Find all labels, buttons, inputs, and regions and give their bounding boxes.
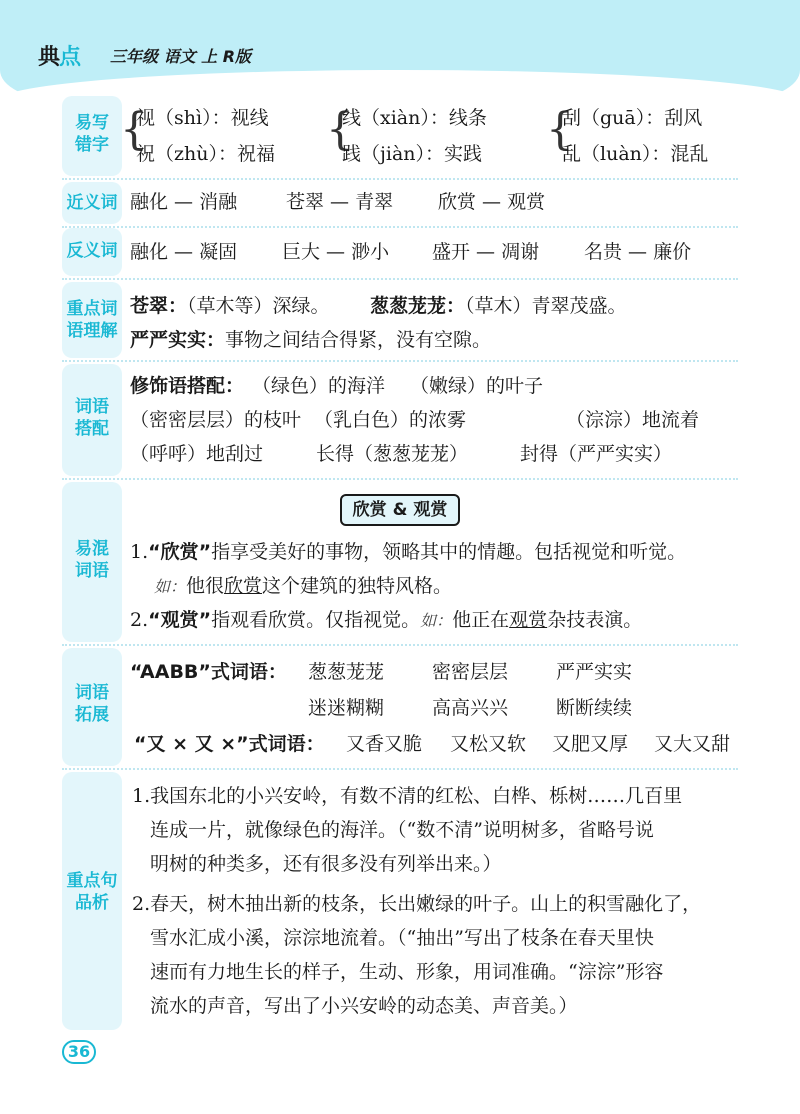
section-label-juzi: 重点句 品析: [66, 871, 118, 913]
dapei-r3-2: 长得（葱葱茏茏）: [316, 443, 469, 465]
separator: [62, 178, 738, 180]
yihun-example-1: 如：他很欣赏这个建筑的独特风格。: [154, 575, 453, 597]
separator: [62, 360, 738, 362]
juzi-p1-line-3: 明树的种类多，还有很多没有列举出来。）: [150, 853, 502, 875]
header-subtitle: 三年级 语文 上 R版: [110, 47, 252, 66]
fanyi-item-2: 巨大 — 渺小: [282, 241, 390, 263]
jinyi-item-2: 苍翠 — 青翠: [286, 191, 394, 213]
brace: {: [120, 104, 148, 155]
dapei-r2-2: （乳白色）的浓雾: [314, 409, 467, 431]
yixie-g3-a: 刮（guā）：刮风: [562, 107, 703, 129]
brace: {: [326, 104, 354, 155]
section-label-yihun: 易混 词语: [75, 539, 109, 581]
yixie-g2-a: 线（xiàn）：线条: [342, 107, 487, 129]
jinyi-item-3: 欣赏 — 观赏: [438, 191, 546, 213]
confusable-title: 欣赏 & 观赏: [340, 494, 460, 526]
yihun-line-1: 1.“欣赏”指享受美好的事物，领略其中的情趣。包括视觉和听觉。: [130, 541, 687, 563]
lijie-line-3: 严严实实：事物之间结合得紧，没有空隙。: [130, 329, 492, 351]
section-label-lijie: 重点词 语理解: [66, 299, 118, 341]
juzi-p2-line-2: 雪水汇成小溪，淙淙地流着。（“抽出”写出了枝条在春天里快: [150, 927, 654, 949]
separator: [62, 768, 738, 770]
fanyi-item-3: 盛开 — 凋谢: [432, 241, 540, 263]
separator: [62, 278, 738, 280]
dapei-r3-3: 封得（严严实实）: [520, 443, 673, 465]
dapei-r3-1: （呼呼）地刮过: [130, 443, 264, 465]
juzi-p2-line-1: 2.春天，树木抽出新的枝条，长出嫩绿的叶子。山上的积雪融化了，: [132, 893, 702, 915]
dapei-r2-3: （淙淙）地流着: [566, 409, 700, 431]
juzi-p1-line-2: 连成一片，就像绿色的海洋。（“数不清”说明树多，省略号说: [150, 819, 654, 841]
dapei-r2-1: （密密层层）的枝叶: [130, 409, 302, 431]
juzi-p2-line-4: 流水的声音，写出了小兴安岭的动态美、声音美。）: [150, 995, 578, 1017]
section-label-dapei: 词语 搭配: [75, 397, 109, 439]
aabb-title: “AABB”式词语：: [130, 661, 287, 683]
aabb-r2-3: 断断续续: [556, 697, 633, 719]
separator: [62, 644, 738, 646]
you-title: “又 × 又 ×”式词语：: [134, 733, 325, 755]
lijie-line-1: 苍翠：（草木等）深绿。: [130, 295, 330, 317]
aabb-r2-1: 迷迷糊糊: [308, 697, 385, 719]
aabb-r2-2: 高高兴兴: [432, 697, 509, 719]
brace: {: [546, 104, 574, 155]
page-number: 36: [62, 1040, 96, 1064]
you-item-4: 又大又甜: [654, 733, 731, 755]
dapei-r1-2: （嫩绿）的叶子: [410, 375, 544, 397]
yixie-g1-a: 视（shì）：视线: [136, 107, 269, 129]
you-item-1: 又香又脆: [346, 733, 423, 755]
yixie-g2-b: 践（jiàn）：实践: [342, 143, 483, 165]
aabb-r1-2: 密密层层: [432, 661, 509, 683]
fanyi-item-1: 融化 — 凝固: [130, 241, 238, 263]
section-label-yixie: 易写 错字: [75, 113, 109, 155]
section-label-jinyi: 近义词: [66, 193, 118, 213]
lijie-line-2: 葱葱茏茏：（草木）青翠茂盛。: [370, 295, 627, 317]
you-item-3: 又肥又厚: [552, 733, 629, 755]
book-logo: 典点: [38, 45, 81, 70]
fanyi-item-4: 名贵 — 廉价: [584, 241, 692, 263]
separator: [62, 226, 738, 228]
yixie-g1-b: 祝（zhù）：祝福: [136, 143, 275, 165]
juzi-p2-line-3: 速而有力地生长的样子，生动、形象，用词准确。“淙淙”形容: [150, 961, 664, 983]
dapei-r1-1: （绿色）的海洋: [252, 375, 386, 397]
section-label-fanyi: 反义词: [66, 241, 118, 261]
aabb-r1-3: 严严实实: [556, 661, 633, 683]
yixie-g3-b: 乱（luàn）：混乱: [562, 143, 709, 165]
dapei-title: 修饰语搭配：: [130, 375, 245, 397]
yihun-line-2: 2.“观赏”指观看欣赏。仅指视觉。如：他正在观赏杂技表演。: [130, 609, 643, 631]
section-label-tuozhan: 词语 拓展: [75, 683, 109, 725]
jinyi-item-1: 融化 — 消融: [130, 191, 238, 213]
you-item-2: 又松又软: [450, 733, 527, 755]
aabb-r1-1: 葱葱茏茏: [308, 661, 385, 683]
separator: [62, 478, 738, 480]
juzi-p1-line-1: 1.我国东北的小兴安岭，有数不清的红松、白桦、栎树……几百里: [132, 785, 683, 807]
